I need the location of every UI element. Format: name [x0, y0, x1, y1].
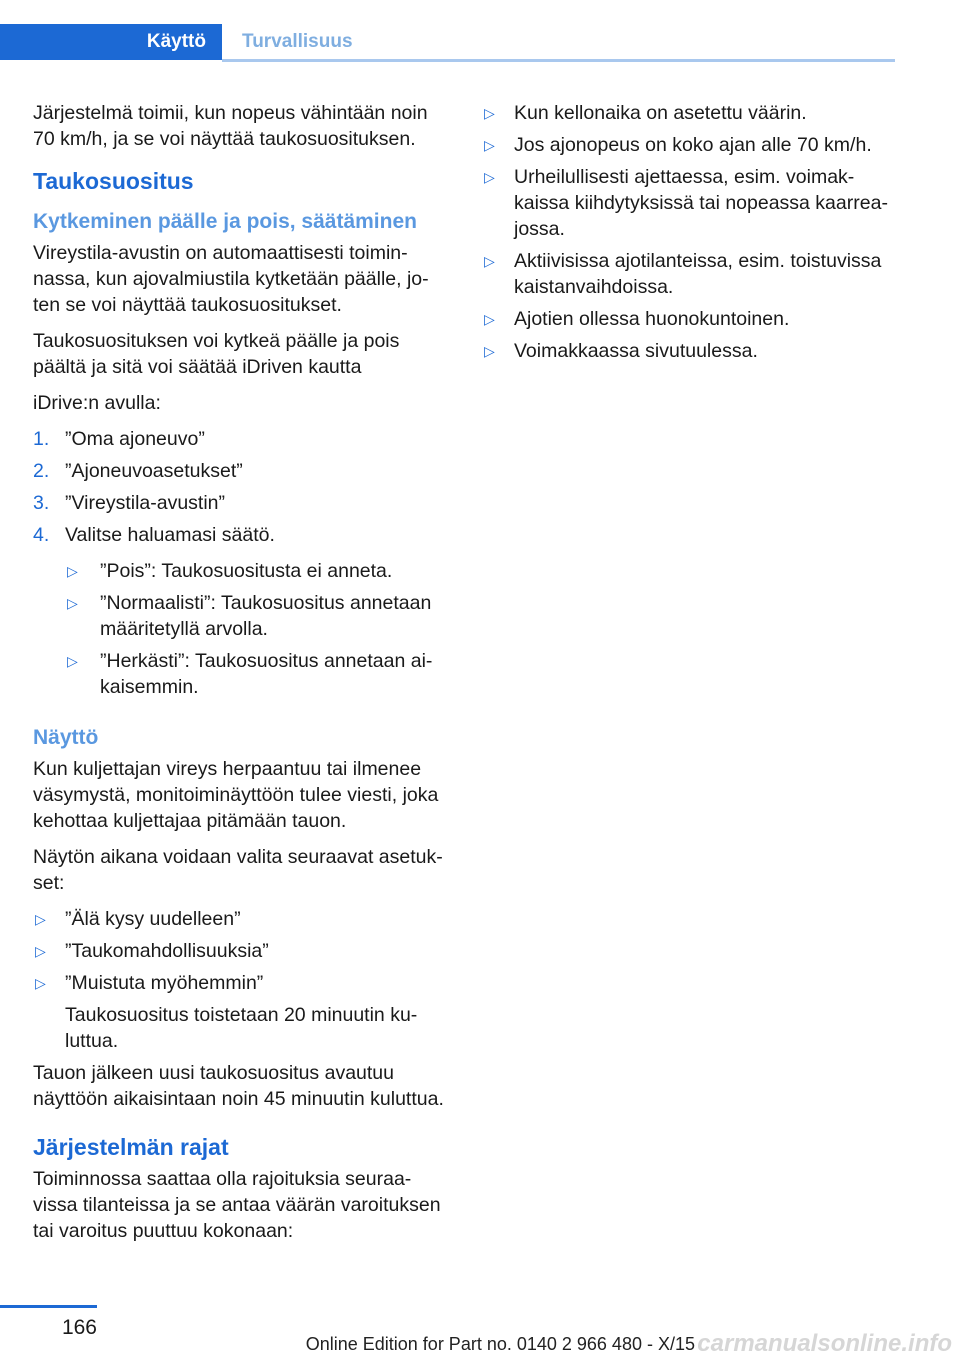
triangle-right-icon: ▷	[484, 137, 495, 153]
right-column	[482, 100, 895, 370]
heading-kytkeminen: Kytkeminen päälle ja pois, säätäminen	[33, 210, 417, 233]
paragraph-display-options: Näytön aikana voidaan valita seuraavat asetukset:	[33, 846, 443, 894]
limit-text: Kun kellonaika on asetettu väärin.	[514, 102, 807, 124]
limit-text: Jos ajonopeus on koko ajan alle 70 km/h.	[514, 134, 872, 156]
triangle-right-icon: ▷	[484, 105, 495, 121]
list-item	[65, 558, 448, 584]
option-text: ”Taukomahdollisuuksia”	[65, 940, 269, 962]
list-item	[482, 100, 895, 126]
setting-options-list	[65, 558, 448, 700]
triangle-right-icon: ▷	[67, 595, 78, 611]
tab-turvallisuus[interactable]	[222, 24, 353, 60]
step-item	[33, 490, 448, 516]
triangle-right-icon: ▷	[35, 975, 46, 991]
heading-jarjestelman-rajat: Järjestelmän rajat	[33, 1134, 229, 1160]
option-note: Taukosuositus toistetaan 20 minuutin kuluttua.	[65, 1004, 418, 1052]
paragraph-after-break: Tauon jälkeen uusi taukosuositus avautuu näyttöön aikaisintaan noin 45 minuutin kuluttua.	[33, 1062, 444, 1110]
triangle-right-icon: ▷	[484, 311, 495, 327]
step-number: 3.	[33, 492, 50, 514]
paragraph-limits-intro: Toiminnossa saattaa olla rajoituksia seuraavissa tilanteissa ja se antaa väärän varoituksen tai varoitus puuttuu kokonaan:	[33, 1168, 441, 1242]
step-text: ”Ajoneuvoasetukset”	[65, 460, 243, 482]
list-item	[33, 906, 448, 932]
list-item	[33, 970, 448, 1054]
watermark: carmanualsonline.info	[697, 1330, 952, 1357]
list-item	[33, 938, 448, 964]
limit-text: Voimakkaassa sivutuulessa.	[514, 340, 758, 362]
limit-text: Aktiivisissa ajotilanteissa, esim. toistuvissa kaistanvaihdoissa.	[514, 250, 882, 298]
display-options-list	[33, 906, 448, 1054]
paragraph-idrive: iDrive:n avulla:	[33, 392, 161, 414]
setting-option-text: ”Normaalisti”: Taukosuositus annetaan määritetyllä arvolla.	[100, 592, 432, 640]
list-item	[65, 590, 448, 642]
step-text: ”Vireystila-avustin”	[65, 492, 226, 514]
step-text: Valitse haluamasi säätö.	[65, 524, 275, 546]
list-item	[482, 338, 895, 364]
page-header	[0, 0, 895, 62]
step-item	[33, 458, 448, 484]
paragraph-toggle-info: Taukosuosituksen voi kytkeä päälle ja pois päältä ja sitä voi säätää iDriven kautta	[33, 330, 400, 378]
edition-footer: Online Edition for Part no. 0140 2 966 480 - X/15	[305, 1334, 695, 1354]
step-item	[33, 522, 448, 700]
list-item	[482, 132, 895, 158]
step-item	[33, 426, 448, 452]
triangle-right-icon: ▷	[484, 343, 495, 359]
heading-taukosuositus: Taukosuositus	[33, 168, 194, 194]
step-text: ”Oma ajoneuvo”	[65, 428, 205, 450]
setting-option-text: ”Pois”: Taukosuositusta ei anneta.	[100, 560, 393, 582]
steps-list	[33, 426, 448, 700]
list-item	[482, 306, 895, 332]
step-number: 4.	[33, 524, 50, 546]
tab-kaytto-label: Käyttö	[146, 31, 206, 52]
triangle-right-icon: ▷	[35, 943, 46, 959]
paragraph-auto-active: Vireystila-avustin on automaattisesti toiminnassa, kun ajovalmiustila kytketään päälle, joten se voi näyttää taukosuositukset.	[33, 242, 429, 316]
option-text: ”Älä kysy uudelleen”	[65, 908, 241, 930]
triangle-right-icon: ▷	[484, 253, 495, 269]
paragraph-display-message: Kun kuljettajan vireys herpaantuu tai ilmenee väsymystä, monitoiminäyttöön tulee viesti, joka kehottaa kuljettajaa pitämään tauon.	[33, 758, 439, 832]
list-item	[65, 648, 448, 700]
list-item	[482, 248, 895, 300]
list-item	[482, 164, 895, 242]
left-column	[33, 100, 448, 1254]
heading-naytto: Näyttö	[33, 726, 99, 749]
option-text: ”Muistuta myöhemmin”	[65, 972, 264, 994]
triangle-right-icon: ▷	[67, 653, 78, 669]
limit-text: Ajotien ollessa huonokuntoinen.	[514, 308, 790, 330]
tab-kaytto[interactable]	[0, 24, 222, 60]
page-number: 166	[61, 1316, 97, 1339]
triangle-right-icon: ▷	[484, 169, 495, 185]
intro-paragraph: Järjestelmä toimii, kun nopeus vähintään noin 70 km/h, ja se voi näyttää taukosuosituksen.	[33, 102, 428, 150]
triangle-right-icon: ▷	[35, 911, 46, 927]
step-number: 2.	[33, 460, 50, 482]
step-number: 1.	[33, 428, 50, 450]
setting-option-text: ”Herkästi”: Taukosuositus annetaan aikaisemmin.	[100, 650, 433, 698]
limits-list	[482, 100, 895, 364]
header-divider	[222, 59, 895, 62]
tab-turvallisuus-label: Turvallisuus	[242, 31, 353, 52]
page-number-rule	[0, 1305, 97, 1308]
triangle-right-icon: ▷	[67, 563, 78, 579]
limit-text: Urheilullisesti ajettaessa, esim. voimakkaissa kiihdytyksissä tai nopeassa kaarreajossa.	[514, 166, 888, 240]
